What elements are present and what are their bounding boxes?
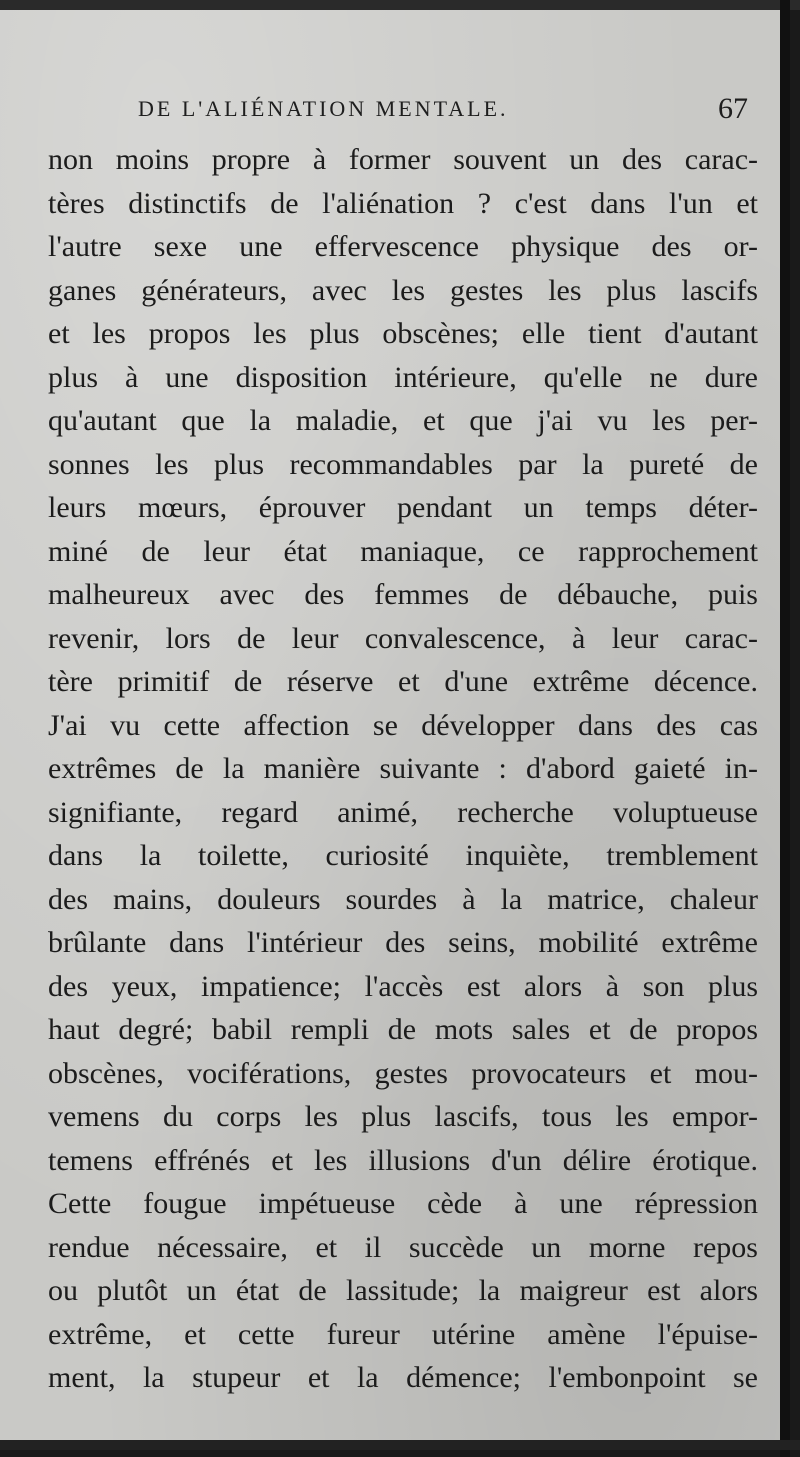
text-line: revenir, lors de leur convalescence, à leur carac- bbox=[48, 621, 758, 655]
text-line: et les propos les plus obscènes; elle tient d'autant bbox=[48, 317, 758, 350]
scan-bottom-edge bbox=[0, 1440, 800, 1450]
text-line: temens effrénés et les illusions d'un délire érotique. bbox=[48, 1143, 758, 1177]
text-line: rendue nécessaire, et il succède un morne repos bbox=[48, 1230, 758, 1264]
text-line: miné de leur état maniaque, ce rapprochement bbox=[48, 534, 758, 568]
text-line: plus à une disposition intérieure, qu'elle ne dure bbox=[48, 360, 758, 394]
text-line: ganes générateurs, avec les gestes les plus lascifs bbox=[48, 273, 758, 307]
text-line: tère primitif de réserve et d'une extrême décence. bbox=[48, 665, 758, 698]
text-line: Cette fougue impétueuse cède à une répression bbox=[48, 1187, 758, 1220]
text-line: signifiante, regard animé, recherche voluptueuse bbox=[48, 795, 758, 829]
text-line: ou plutôt un état de lassitude; la maigreur est alors bbox=[48, 1274, 758, 1307]
text-line: vemens du corps les plus lascifs, tous les empor- bbox=[48, 1100, 758, 1133]
text-line: des mains, douleurs sourdes à la matrice, chaleur bbox=[48, 882, 758, 916]
text-line: l'autre sexe une effervescence physique des or- bbox=[48, 230, 758, 263]
text-line: extrêmes de la manière suivante : d'abord gaieté in- bbox=[48, 752, 758, 785]
scan-top-edge bbox=[0, 0, 800, 10]
text-line: extrême, et cette fureur utérine amène l'épuise- bbox=[48, 1317, 758, 1351]
running-head: DE L'ALIÉNATION MENTALE. bbox=[138, 96, 509, 121]
text-line: leurs mœurs, éprouver pendant un temps déter- bbox=[48, 491, 758, 524]
text-line: haut degré; babil rempli de mots sales et de propos bbox=[48, 1013, 758, 1046]
text-line: J'ai vu cette affection se développer dans des cas bbox=[48, 708, 758, 742]
text-line: tères distinctifs de l'aliénation ? c'est dans l'un et bbox=[48, 186, 758, 220]
text-line: ment, la stupeur et la démence; l'embonpoint se bbox=[48, 1361, 758, 1394]
text-line: malheureux avec des femmes de débauche, puis bbox=[48, 578, 758, 611]
text-line: des yeux, impatience; l'accès est alors à son plus bbox=[48, 969, 758, 1003]
body-text bbox=[48, 138, 758, 1400]
page-number: 67 bbox=[718, 92, 748, 125]
page-header bbox=[48, 92, 748, 132]
text-line: non moins propre à former souvent un des carac- bbox=[48, 143, 758, 176]
text-line: dans la toilette, curiosité inquiète, tremblement bbox=[48, 839, 758, 872]
scan-right-edge bbox=[780, 0, 790, 1457]
text-line: obscènes, vociférations, gestes provocateurs et mou- bbox=[48, 1056, 758, 1090]
text-line: brûlante dans l'intérieur des seins, mobilité extrême bbox=[48, 926, 758, 959]
text-line: sonnes les plus recommandables par la pureté de bbox=[48, 447, 758, 481]
text-line: qu'autant que la maladie, et que j'ai vu les per- bbox=[48, 404, 758, 437]
